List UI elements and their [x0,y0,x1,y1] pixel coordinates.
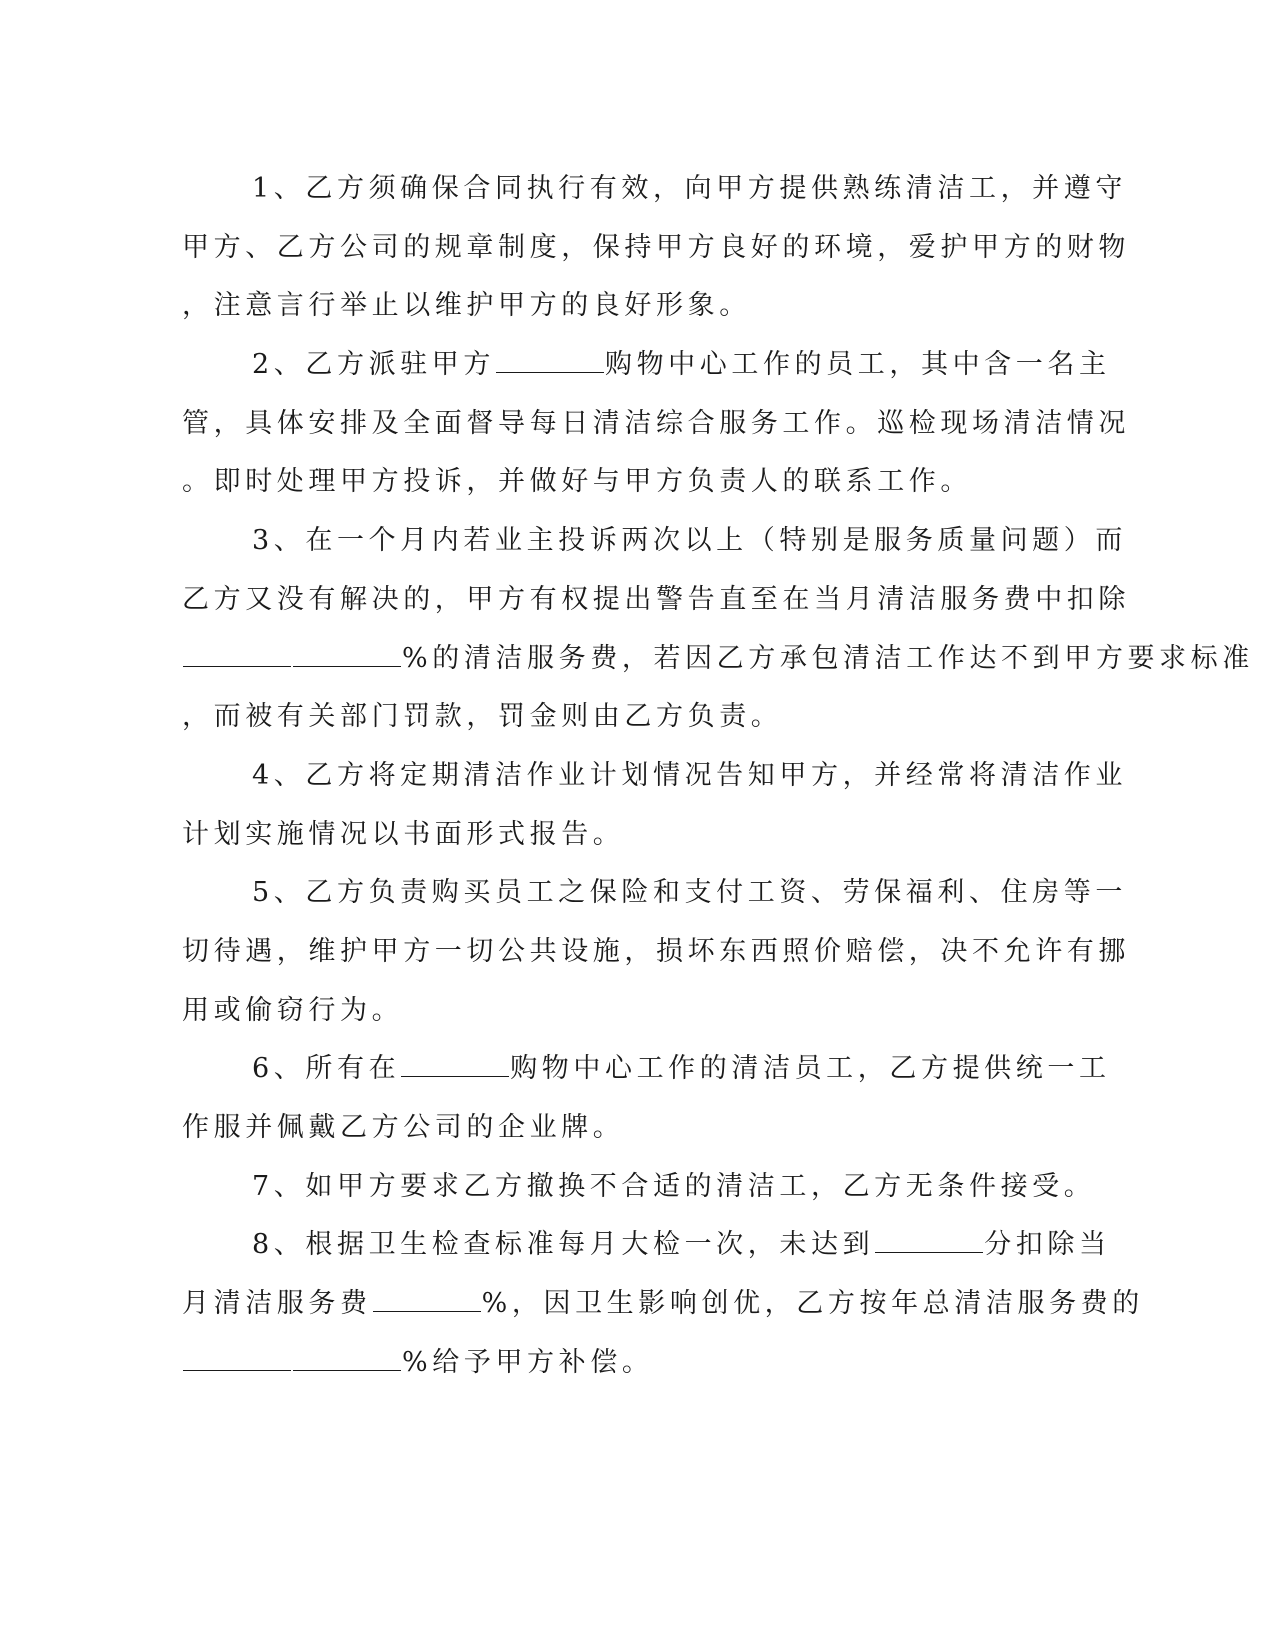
text-segment: 3、在一个月内若业主投诉两次以上（特别是服务质量问题）而 [252,525,1127,557]
text-segment: 管，具体安排及全面督导每日清洁综合服务工作。巡检现场清洁情况 [182,407,1130,439]
text-segment: 乙方又没有解决的，甲方有权提出警告直至在当月清洁服务费中扣除 [182,583,1130,615]
text-line [182,806,1034,865]
text-line [182,453,1034,512]
text-segment: 。即时处理甲方投诉，并做好与甲方负责人的联系工作。 [182,466,972,498]
text-line [182,1275,1144,1334]
fill-in-blank [401,1054,509,1077]
text-line [182,219,1130,278]
text-segment: 用或偷窃行为。 [182,994,404,1026]
text-segment: %，因卫生影响创优，乙方按年总清洁服务费的 [481,1288,1144,1320]
text-segment: %给予甲方补偿。 [402,1346,654,1378]
text-line [182,747,1127,806]
contract-clauses [182,160,1254,1392]
text-segment: 购物中心工作的员工，其中含一名主 [604,349,1111,381]
text-segment: 2、乙方派驻甲方 [252,349,495,381]
text-line [182,336,1111,395]
text-line [182,571,1130,630]
text-segment: 切待遇，维护甲方一切公共设施，损坏东西照价赔偿，决不允许有挪 [182,935,1130,967]
fill-in-blank [875,1230,983,1253]
text-line [182,160,1127,219]
text-segment: 购物中心工作的清洁员工，乙方提供统一工 [510,1053,1111,1085]
text-line [182,864,1127,923]
text-line [182,688,1034,747]
text-segment: 7、如甲方要求乙方撤换不合适的清洁工，乙方无条件接受。 [252,1170,1096,1202]
text-line [182,1040,1111,1099]
text-line [182,277,1034,336]
text-segment: %的清洁服务费，若因乙方承包清洁工作达不到甲方要求标准 [402,642,1254,674]
text-line [182,1216,1111,1275]
text-segment: ，注意言行举止以维护甲方的良好形象。 [182,290,751,322]
text-line [182,395,1130,454]
text-segment: ，而被有关部门罚款，罚金则由乙方负责。 [182,701,783,733]
text-segment: 8、根据卫生检查标准每月大检一次，未达到 [252,1229,875,1261]
fill-in-blank [183,1348,291,1371]
text-segment: 作服并佩戴乙方公司的企业牌。 [182,1112,625,1143]
text-line [182,512,1127,571]
text-segment: 计划实施情况以书面形式报告。 [182,818,625,850]
fill-in-blank [293,1348,401,1371]
fill-in-blank [496,350,604,373]
text-line [182,1334,1034,1393]
text-line [182,923,1130,982]
text-segment: 月清洁服务费 [182,1288,372,1320]
fill-in-blank [293,644,401,667]
text-segment: 1、乙方须确保合同执行有效，向甲方提供熟练清洁工，并遵守 [252,173,1127,204]
text-line [182,1099,1034,1158]
fill-in-blank [183,644,291,667]
text-segment: 5、乙方负责购买员工之保险和支付工资、劳保福利、住房等一 [252,877,1127,909]
text-line [182,1158,1096,1217]
text-segment: 甲方、乙方公司的规章制度，保持甲方良好的环境，爱护甲方的财物 [182,231,1130,263]
text-segment: 分扣除当 [984,1229,1111,1261]
text-segment: 6、所有在 [252,1053,401,1085]
fill-in-blank [373,1289,481,1312]
text-line [182,982,1034,1041]
text-line [182,630,1254,689]
text-segment: 4、乙方将定期清洁作业计划情况告知甲方，并经常将清洁作业 [252,759,1127,791]
